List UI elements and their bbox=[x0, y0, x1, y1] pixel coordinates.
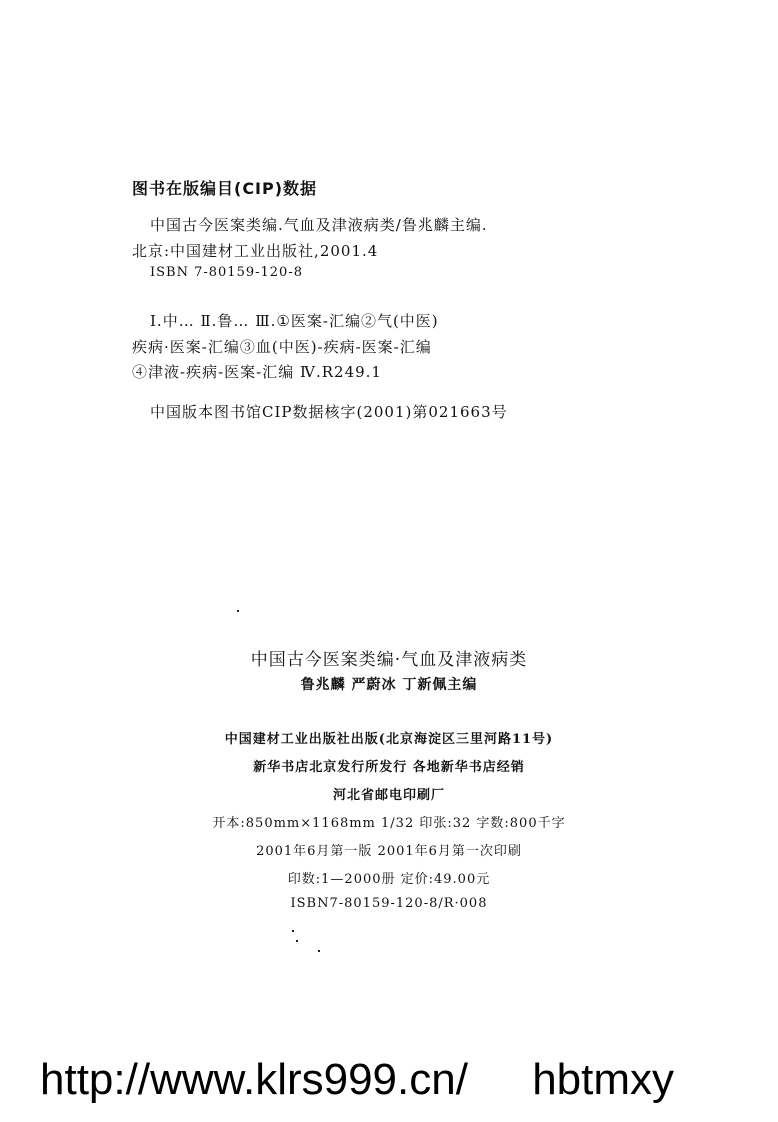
scan-speck bbox=[296, 940, 298, 942]
printer-line: 河北省邮电印刷厂 bbox=[332, 788, 445, 803]
scan-speck bbox=[318, 950, 320, 952]
cip-subject-line-3: ④津液-疾病-医案-汇编 Ⅳ.R249.1 bbox=[132, 363, 382, 381]
format-line: 开本:850mm×1168mm 1/32 印张:32 字数:800千字 bbox=[212, 816, 566, 831]
footer-watermark bbox=[40, 1055, 674, 1105]
cip-heading: 图书在版编目(CIP)数据 bbox=[132, 179, 318, 198]
cip-publisher-line: 北京:中国建材工业出版社,2001.4 bbox=[132, 242, 379, 260]
edition-line: 2001年6月第一版 2001年6月第一次印刷 bbox=[256, 844, 522, 859]
cip-record-number: 中国版本图书馆CIP数据核字(2001)第021663号 bbox=[150, 403, 508, 421]
book-title: 中国古今医案类编·气血及津液病类 bbox=[250, 650, 528, 670]
cip-title-line: 中国古今医案类编.气血及津液病类/鲁兆麟主编. bbox=[150, 216, 488, 234]
distributor-line: 新华书店北京发行所发行 各地新华书店经销 bbox=[253, 760, 525, 775]
footer-tag: hbtmxy bbox=[532, 1055, 675, 1104]
scan-speck bbox=[292, 930, 294, 932]
book-authors: 鲁兆麟 严蔚冰 丁新佩主编 bbox=[300, 677, 478, 693]
footer-url[interactable]: http://www.klrs999.cn/ bbox=[40, 1055, 468, 1104]
cip-subject-line-1: Ⅰ.中… Ⅱ.鲁… Ⅲ.①医案-汇编②气(中医) bbox=[150, 312, 439, 330]
scan-speck bbox=[237, 610, 239, 612]
isbn-line: ISBN7-80159-120-8/R·008 bbox=[290, 896, 488, 911]
cip-isbn-line: ISBN 7-80159-120-8 bbox=[150, 265, 303, 280]
publisher-line: 中国建材工业出版社出版(北京海淀区三里河路11号) bbox=[224, 732, 554, 747]
cip-subject-line-2: 疾病·医案-汇编③血(中医)-疾病-医案-汇编 bbox=[132, 338, 432, 356]
print-run-line: 印数:1—2000册 定价:49.00元 bbox=[287, 872, 491, 887]
